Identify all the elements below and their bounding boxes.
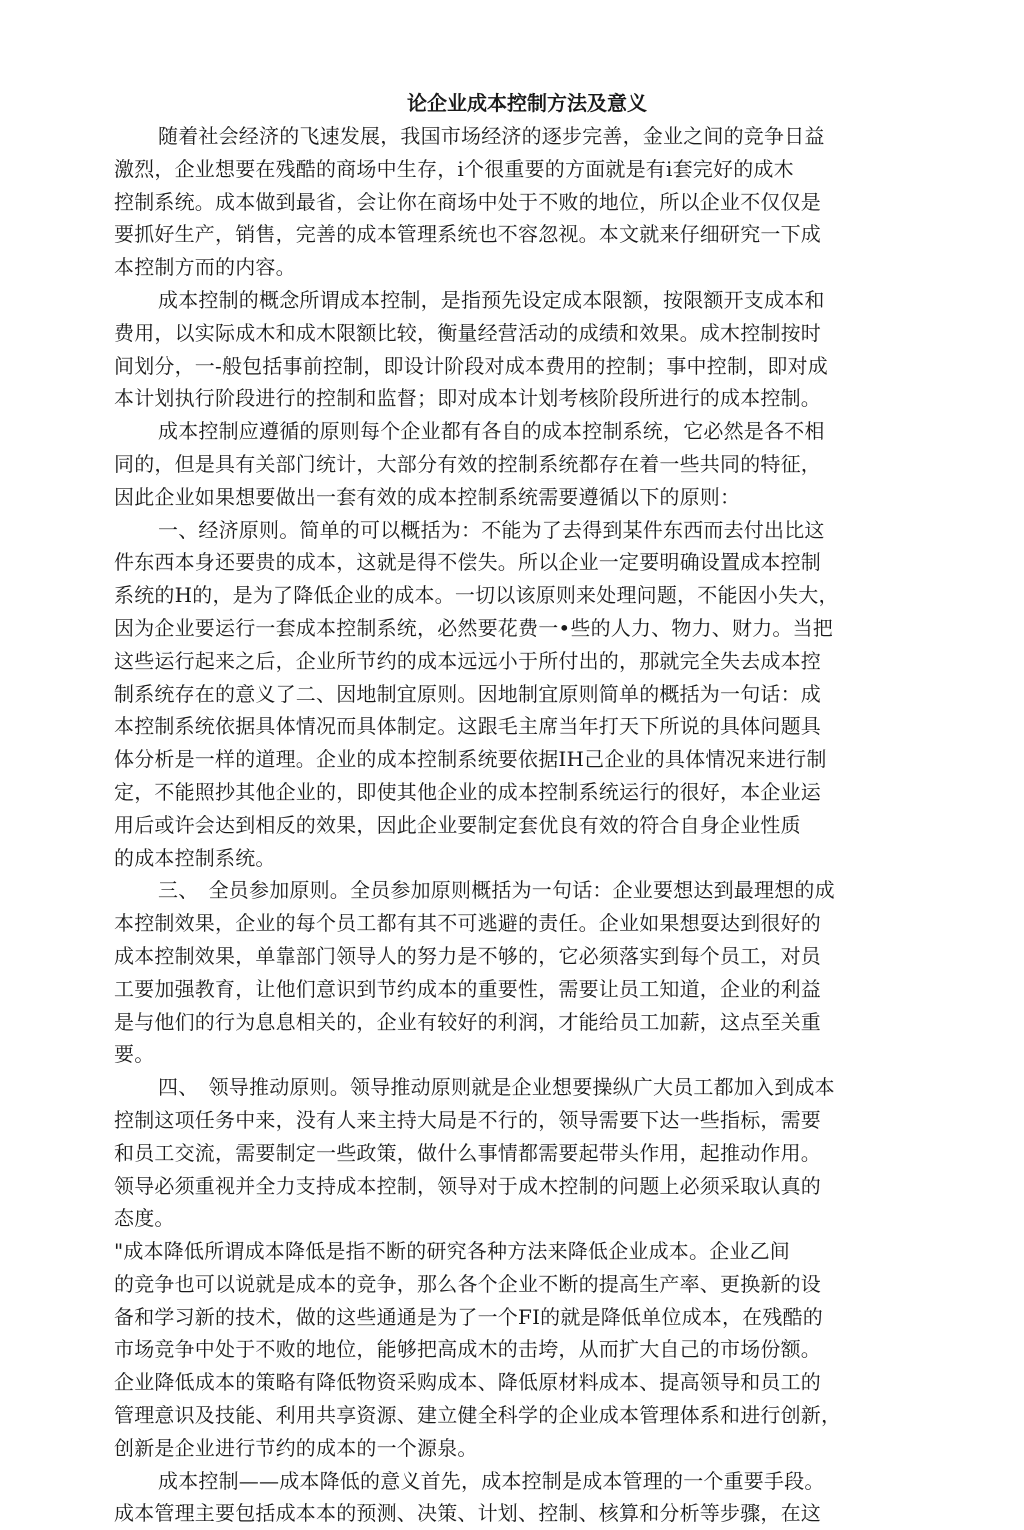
text-line: "成本降低所谓成本降低是指不断的研究各种方法来降低企业成本。企业乙间 — [114, 1239, 790, 1264]
text-line: 这些运行起来之后，企业所节约的成本远远小于所付出的，那就完全失去成本控 — [114, 648, 821, 673]
text-line: 用后或许会达到相反的效果，因此企业要制定套优良有效的符合自身企业性质 — [114, 812, 801, 837]
text-line: 激烈，企业想要在残酷的商场中生存，i个很重要的方面就是有i套完好的成木 — [114, 156, 794, 181]
text-line: 领导必须重视并全力支持成本控制，领导对于成木控制的问题上必须采取认真的 — [114, 1173, 821, 1198]
text-line: 因此企业如果想要做出一套有效的成本控制系统需要遵循以下的原则： — [114, 484, 741, 509]
text-line: 四、 领导推动原则。领导推动原则就是企业想要操纵广大员工都加入到成本 — [158, 1075, 835, 1100]
text-line: 本控制效果，企业的每个员工都有其不可逃避的责任。企业如果想耍达到很好的 — [114, 911, 821, 936]
text-line: 因为企业要运行一套成本控制系统，必然要花费一•些的人力、物力、财力。当把 — [114, 615, 833, 640]
text-line: 备和学习新的技术，做的这些通通是为了一个FI的就是降低单位成本，在残酷的 — [114, 1304, 823, 1329]
text-line: 间划分，一-般包括事前控制，即设计阶段对成本费用的控制；事中控制，即对成 — [114, 353, 828, 378]
text-line: 成本管理主要包括成本本的预测、决策、计划、控制、核算和分析等步骤，在这 — [114, 1501, 821, 1526]
text-line: 随着社会经济的飞速发展，我国市场经济的逐步完善，金业之间的竞争日益 — [158, 124, 825, 148]
text-line: 系统的H的，是为了降低企业的成本。一切以该原则来处理问题，不能因小失大， — [114, 583, 839, 608]
text-line: 费用，以实际成木和成木限额比较，衡量经营活动的成绩和效果。成木控制按时 — [114, 320, 821, 345]
text-line: 工要加强教育，让他们意识到节约成本的重要性，需要让员工知道，企业的利益 — [114, 976, 821, 1001]
text-line: 的竞争也可以说就是成本的竞争，那么各个企业不断的提高生产率、更换新的设 — [114, 1271, 821, 1296]
text-line: 控制系统。成本做到最省，会让你在商场中处于不败的地位，所以企业不仅仅是 — [114, 189, 821, 214]
text-line: 成本控制——成本降低的意义首先，成本控制是成本管理的一个重要手段。 — [158, 1468, 825, 1493]
text-line: 的成本控制系统。 — [114, 845, 276, 870]
text-line: 成本控制应遵循的原则每个企业都有各自的成本控制系统，它必然是各不相 — [158, 419, 825, 444]
text-line: 同的，但是具有关部门统计，大部分有效的控制系统都存在着一些共同的特征， — [114, 451, 821, 476]
document-body — [114, 120, 914, 1530]
text-line: 控制这项任务中来，没有人来主持大局是不行的，领导需要下达一些指标，需要 — [114, 1107, 821, 1132]
text-line: 要抓好生产，销售，完善的成本管理系统也不容忽视。本文就来仔细研究一下成 — [114, 222, 821, 247]
text-line: 成本控制的概念所谓成本控制，是指预先设定成本限额，按限额开支成本和 — [158, 287, 825, 312]
text-line: 本控制方而的内容。 — [114, 255, 296, 280]
text-line: 一、经济原则。简单的可以概括为：不能为了去得到某件东西而去付出比这 — [158, 517, 825, 542]
document-page — [114, 86, 914, 1530]
text-line: 要。 — [114, 1042, 155, 1067]
text-line: 本控制系统依据具体情况而具体制定。这跟毛主席当年打天下所说的具体问题具 — [114, 714, 821, 739]
text-line: 制系统存在的意义了二、因地制宜原则。因地制宜原则简单的概括为一句话：成 — [114, 681, 821, 706]
text-line: 企业降低成本的策略有降低物资采购成本、降低原材料成本、提高领导和员工的 — [114, 1370, 821, 1395]
document-title: 论企业成本控制方法及意义 — [407, 91, 647, 115]
text-line: 态度。 — [114, 1206, 175, 1231]
text-line: 市场竞争中处于不败的地位，能够把高成木的击垮，从而扩大自己的市场份额。 — [114, 1337, 821, 1362]
text-line: 成本控制效果，单靠部门领导人的努力是不够的，它必须落实到每个员工，对员 — [114, 943, 821, 968]
text-line: 三、 全员参加原则。全员参加原则概括为一句话：企业要想达到最理想的成 — [158, 878, 835, 903]
text-line: 定，不能照抄其他企业的，即使其他企业的成本控制系统运行的很好，本企业运 — [114, 779, 821, 804]
text-line: 创新是企业进行节约的成本的一个源泉。 — [114, 1435, 478, 1460]
text-line: 本计划执行阶段进行的控制和监督；即对成本计划考核阶段所进行的成本控制。 — [114, 386, 821, 411]
text-line: 件东西本身还要贵的成本，这就是得不偿失。所以企业一定要明确设置成本控制 — [114, 550, 821, 575]
text-line: 是与他们的行为息息相关的，企业有较好的利润，才能给员工加薪，这点至关重 — [114, 1009, 821, 1034]
text-line: 体分析是一样的道理。企业的成本控制系统要依据IH己企业的具体情况来进行制 — [114, 747, 827, 772]
text-line: 管理意识及技能、利用共享资源、建立健全科学的企业成本管理体系和进行创新， — [114, 1403, 842, 1428]
text-line: 和员工交流，需要制定一些政策，做什么事情都需要起带头作用，起推动作用。 — [114, 1140, 821, 1165]
